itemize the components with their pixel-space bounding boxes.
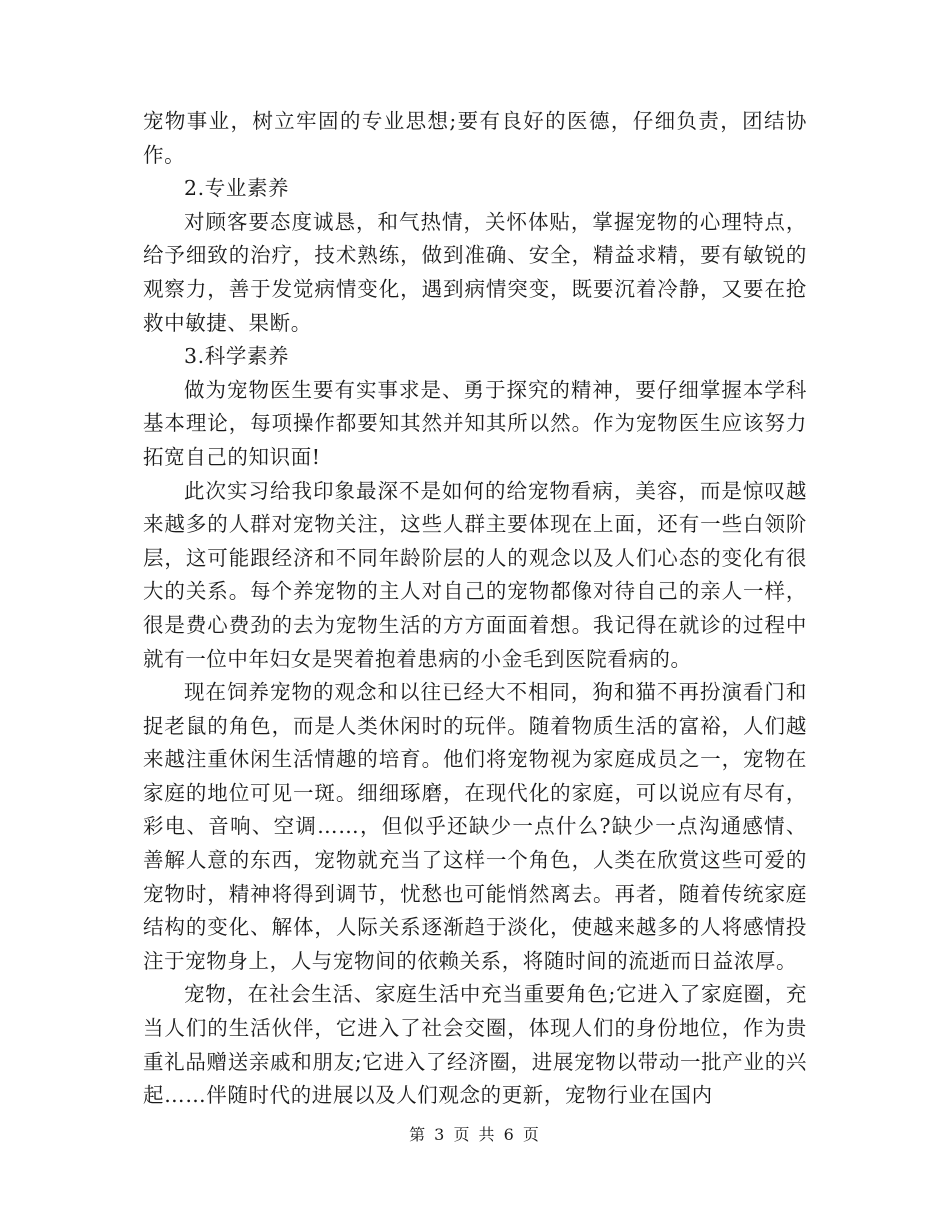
paragraph-pet-social-role: 宠物，在社会生活、家庭生活中充当重要角色;它进入了家庭圈，充当人们的生活伙伴，它进入了社会交圈，体现人们的身份地位，作为贵重礼品赠送亲戚和朋友;它进入了经济圈，进展宠物以带动一批产业的兴起……伴随时代的进展以及人们观念的更新，宠物行业在国内 bbox=[143, 982, 807, 1108]
paragraph-continuation: 宠物事业，树立牢固的专业思想;要有良好的医德，仔细负责，团结协作。 bbox=[143, 109, 807, 167]
paragraph-pet-keeping-concept: 现在饲养宠物的观念和以往已经大不相同，狗和猫不再扮演看门和捉老鼠的角色，而是人类休闲时的玩伴。随着物质生活的富裕，人们越来越注重休闲生活情趣的培育。他们将宠物视为家庭成员之一，宠物在家庭的地位可见一斑。细细琢磨，在现代化的家庭，可以说应有尽有，彩电、音响、空调……，但似乎还缺少一点什么?缺少一点沟通感情、善解人意的东西，宠物就充当了这样一个角色，人类在欣赏这些可爱的宠物时，精神将得到调节，忧愁也可能悄然离去。再者，随着传统家庭结构的变化、解体，人际关系逐渐趋于淡化，使越来越多的人将感情投注于宠物身上，人与宠物间的依赖关系，将随时间的流逝而日益浓厚。 bbox=[143, 680, 807, 973]
paragraph-scientific-quality: 做为宠物医生要有实事求是、勇于探究的精神，要仔细掌握本学科基本理论，每项操作都要知其然并知其所以然。作为宠物医生应该努力拓宽自己的知识面! bbox=[143, 377, 807, 469]
section-heading-professional-quality: 2.专业素养 bbox=[184, 176, 290, 201]
section-heading-scientific-quality: 3.科学素养 bbox=[184, 344, 290, 369]
page-number-label: 第 3 页 共 6 页 bbox=[409, 1125, 541, 1144]
page-footer bbox=[0, 1122, 950, 1145]
document-body bbox=[143, 105, 807, 1113]
paragraph-professional-quality: 对顾客要态度诚恳，和气热情，关怀体贴，掌握宠物的心理特点，给予细致的治疗，技术熟练，做到准确、安全，精益求精，要有敏锐的观察力，善于发觉病情变化，遇到病情突变，既要沉着冷静，又要在抢救中敏捷、果断。 bbox=[143, 209, 807, 335]
paragraph-internship-impression: 此次实习给我印象最深不是如何的给宠物看病，美容，而是惊叹越来越多的人群对宠物关注，这些人群主要体现在上面，还有一些白领阶层，这可能跟经济和不同年龄阶层的人的观念以及人们心态的变化有很大的关系。每个养宠物的主人对自己的宠物都像对待自己的亲人一样，很是费心费劲的去为宠物生活的方方面面着想。我记得在就诊的过程中就有一位中年妇女是哭着抱着患病的小金毛到医院看病的。 bbox=[143, 478, 807, 671]
